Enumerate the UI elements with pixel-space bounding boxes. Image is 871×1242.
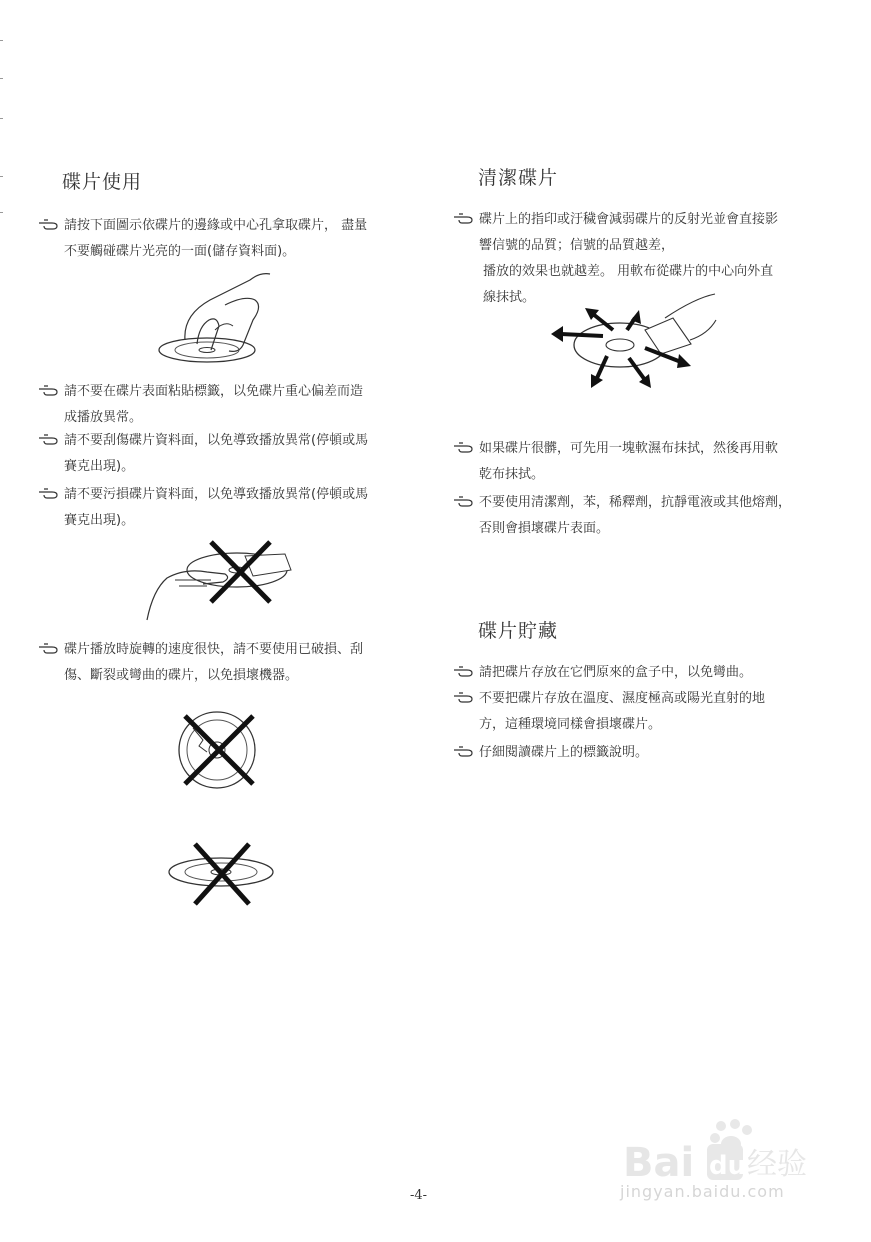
svg-text:Bai: Bai [623, 1140, 695, 1186]
scan-mark [0, 118, 3, 119]
hand-holding-disc-illustration [155, 270, 285, 365]
section-heading-disc-usage: 碟片使用 [62, 171, 143, 193]
scan-mark [0, 176, 3, 177]
pointing-hand-icon [453, 494, 475, 508]
list-item: 不要使用清潔劑，苯，稀釋劑，抗靜電液或其他熔劑， 否則會損壞碟片表面。 [453, 490, 833, 542]
list-item: 請按下面圖示依碟片的邊緣或中心孔拿取碟片， 盡量 不要觸碰碟片光亮的一面(儲存資料面)。 [38, 213, 367, 265]
pointing-hand-icon [38, 641, 60, 655]
list-item: 碟片上的指印或汙穢會減弱碟片的反射光並會直接影 響信號的品質；信號的品質越差， 播放的效果也就越差。 用軟布從碟片的中心向外直 線抹拭。 [453, 207, 833, 311]
list-item: 請不要在碟片表面粘貼標籤，以免碟片重心偏差而造 成播放異常。 [38, 379, 363, 431]
label-on-disc-crossed-illustration [145, 540, 295, 625]
pointing-hand-icon [453, 744, 475, 758]
watermark-url: jingyan.baidu.com [620, 1182, 785, 1201]
pointing-hand-icon [453, 440, 475, 454]
section-heading-disc-cleaning: 清潔碟片 [478, 167, 559, 189]
pointing-hand-icon [38, 432, 60, 446]
pointing-hand-icon [38, 383, 60, 397]
list-item: 碟片播放時旋轉的速度很快，請不要使用已破損、刮 傷、斷裂或彎曲的碟片，以免損壞機器。 [38, 637, 363, 689]
svg-text:经验: 经验 [747, 1147, 807, 1182]
pointing-hand-icon [38, 217, 60, 231]
warped-disc-crossed-illustration [165, 840, 280, 908]
pointing-hand-icon [38, 486, 60, 500]
pointing-hand-icon [453, 664, 475, 678]
svg-text:du: du [709, 1151, 747, 1181]
section-heading-disc-storage: 碟片貯藏 [478, 620, 559, 642]
scan-mark [0, 212, 3, 213]
list-item: 如果碟片很髒，可先用一塊軟濕布抹拭，然後再用軟 乾布抹拭。 [453, 436, 833, 488]
list-item: 請不要刮傷碟片資料面，以免導致播放異常(停頓或馬 賽克出現)。 [38, 428, 368, 480]
pointing-hand-icon [453, 211, 475, 225]
scan-mark [0, 40, 3, 41]
pointing-hand-icon [453, 690, 475, 704]
cracked-disc-crossed-illustration [175, 708, 265, 793]
list-item: 仔細閱讀碟片上的標籤說明。 [453, 740, 833, 766]
wiping-disc-illustration [545, 290, 725, 395]
page-number: -4- [410, 1188, 428, 1203]
list-item: 請把碟片存放在它們原來的盒子中，以免彎曲。 [453, 660, 833, 686]
list-item: 請不要污損碟片資料面，以免導致播放異常(停頓或馬 賽克出現)。 [38, 482, 368, 534]
scan-mark [0, 78, 3, 79]
list-item: 不要把碟片存放在溫度、濕度極高或陽光直射的地 方，這種環境同樣會損壞碟片。 [453, 686, 833, 738]
